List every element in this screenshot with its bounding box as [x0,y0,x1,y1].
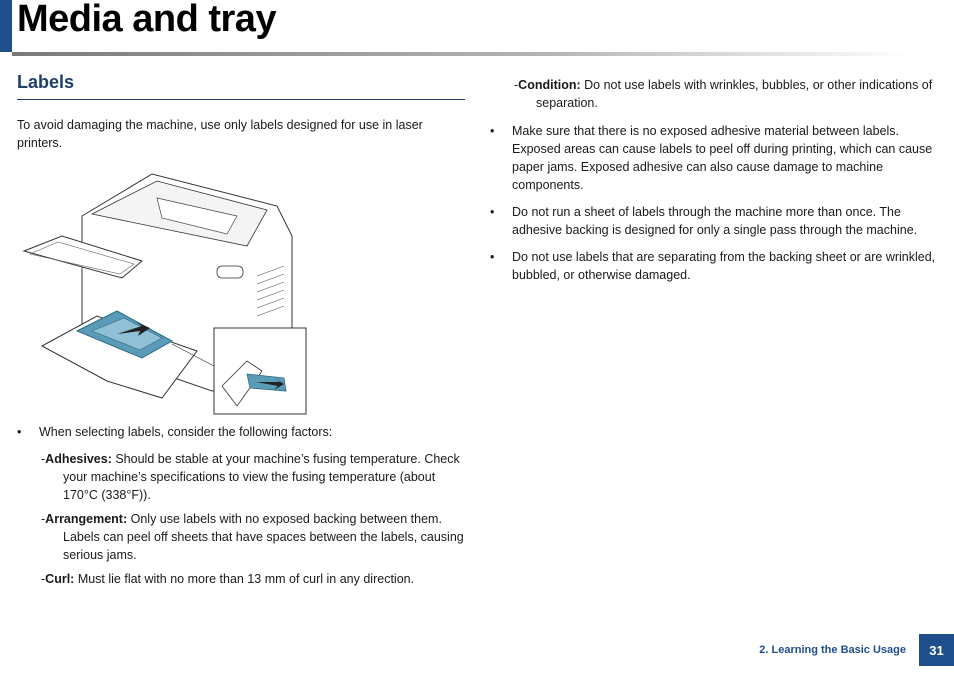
list-item [490,122,940,194]
bullet-icon: • [17,425,22,439]
right-column [490,76,940,293]
factor-arrangement: -Arrangement: Only use labels with no exposed backing between them. Labels can peel off sheets that have spaces between the labels, causing serious jams. [41,512,464,562]
intro-paragraph: To avoid damaging the machine, use only labels designed for use in laser printers. [17,118,423,150]
factor-text: Only use labels with no exposed backing between them. Labels can peel off sheets that have spaces between the labels, causing serious jams. [63,512,464,562]
left-column [17,72,465,152]
factor-text: Should be stable at your machine’s fusing temperature. Check your machine’s specifications to view the fusing temperature (about 170°C (338°F)). [63,452,460,502]
bullet-text: Do not use labels that are separating from the backing sheet or are wrinkled, bubbled, or otherwise damaged. [512,250,936,282]
factor-text: Must lie flat with no more than 13 mm of curl in any direction. [74,572,415,586]
bullet-icon: • [490,124,495,138]
bullet-icon: • [490,205,495,219]
title-accent-bar [0,0,12,52]
factor-curl: -Curl: Must lie flat with no more than 13 mm of curl in any direction. [41,572,415,586]
factor-text: Do not use labels with wrinkles, bubbles, or other indications of separation. [536,78,933,110]
section-heading: Labels [17,72,465,100]
page-number-badge: 31 [919,634,954,666]
factor-term: Arrangement: [45,512,128,526]
factor-condition: -Condition: Do not use labels with wrinkles, bubbles, or other indications of separation. [514,78,933,110]
footer-chapter: 2. Learning the Basic Usage [759,644,906,656]
factor-term: Curl: [45,572,75,586]
bullet-text: Make sure that there is no exposed adhesive material between labels. Exposed areas can cause labels to peel off during printing, which can cause paper jams. Exposed adhesive can also cause damage to machine components. [512,124,933,192]
page-title: Media and tray [17,0,277,40]
factor-term: Condition: [518,78,581,92]
factor-term: Adhesives: [45,452,112,466]
factor-adhesives: -Adhesives: Should be stable at your machine’s fusing temperature. Check your machine’s specifications to view the fusing temperature (about 170°C (338°F)). [41,452,460,502]
left-bullet-list [17,423,465,588]
list-item [490,248,940,284]
list-item [490,203,940,239]
bullet-icon: • [490,250,495,264]
printer-tray-illustration [22,166,312,418]
bullet-text: When selecting labels, consider the following factors: [39,425,333,439]
list-item [17,423,465,441]
bullet-text: Do not run a sheet of labels through the machine more than once. The adhesive backing is designed for only a single pass through the machine. [512,205,918,237]
title-rule [12,52,912,56]
